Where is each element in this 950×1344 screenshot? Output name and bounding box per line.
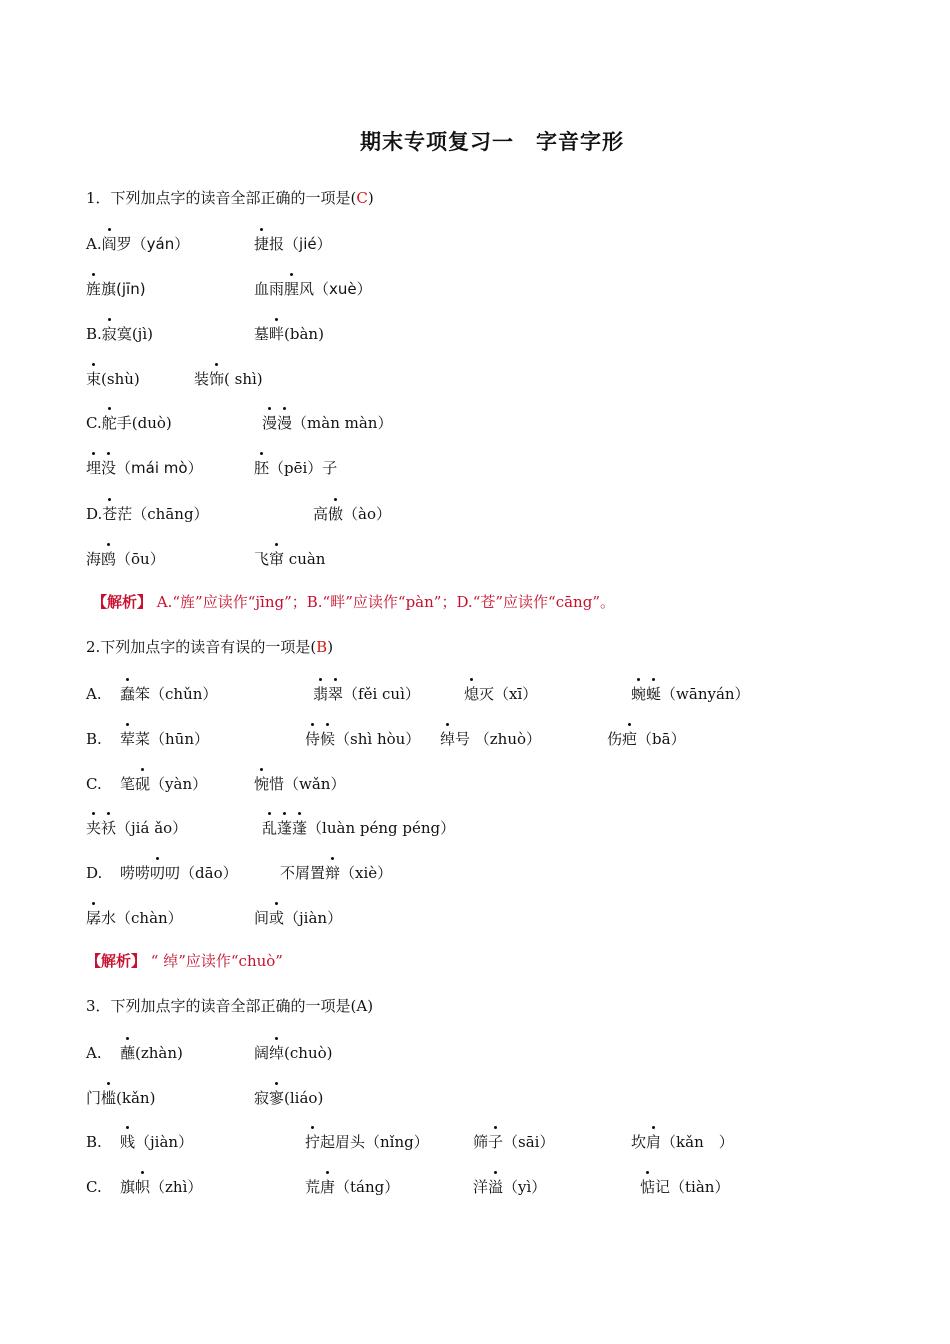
text-segment: 水（chàn）: [101, 909, 183, 927]
dotted-character: 饰: [209, 367, 224, 391]
dotted-character: 寂: [102, 322, 117, 346]
text-segment: 间: [254, 909, 270, 927]
text-segment: （fěi cuì）: [343, 685, 420, 703]
text-cell: [254, 547, 325, 571]
dotted-character: 腥: [284, 277, 299, 301]
text-segment: (zhàn): [135, 1044, 183, 1062]
dotted-character: 疤: [622, 727, 637, 751]
text-cell: [631, 682, 750, 706]
text-segment: （shì hòu）: [335, 730, 421, 748]
text-segment: 装: [194, 370, 210, 388]
text-segment: 1．下列加点字的读音全部正确的一项是(: [86, 189, 357, 207]
text-segment: 起眉头（nǐng）: [320, 1133, 429, 1151]
text-segment: (kǎn): [116, 1089, 156, 1107]
text-cell: [92, 590, 615, 614]
dotted-character: 荤: [120, 727, 135, 751]
text-cell: [120, 727, 209, 751]
dotted-character: 侍: [305, 727, 320, 751]
q2-option-a: [0, 682, 950, 706]
text-segment: 寂: [254, 1089, 270, 1107]
text-segment: 记（tiàn）: [655, 1178, 730, 1196]
text-segment: A.: [86, 235, 102, 253]
dotted-character: 候: [320, 727, 335, 751]
text-cell: [86, 456, 203, 480]
dotted-character: 旌: [86, 277, 101, 301]
page-title: 期末专项复习一 字音字形: [360, 130, 624, 154]
text-segment: （: [116, 459, 132, 477]
dotted-character: 阎: [102, 232, 117, 256]
text-segment: （luàn péng péng）: [307, 819, 456, 837]
text-cell: [464, 682, 537, 706]
text-segment: 伤: [607, 730, 623, 748]
text-segment: “ 绰”应读作“chuò”: [146, 952, 283, 970]
text-cell: [262, 411, 392, 435]
text-segment: cuàn: [284, 550, 326, 568]
text-cell: [254, 232, 332, 256]
text-cell: [607, 727, 686, 751]
q1-option-d-line-1: [0, 502, 950, 526]
text-segment: B.: [86, 1133, 102, 1151]
dotted-character: 孱: [86, 906, 101, 930]
dotted-character: 辩: [325, 861, 340, 885]
dotted-character: 惋: [254, 772, 269, 796]
dotted-character: 埋: [86, 456, 101, 480]
text-segment: ): [327, 638, 334, 656]
dotted-character: 帜: [135, 1175, 150, 1199]
text-segment: 【解析】: [86, 952, 147, 970]
text-segment: B.: [86, 325, 102, 343]
text-segment: A.: [86, 685, 102, 703]
question-2-stem: [0, 635, 950, 659]
text-cell: [254, 1041, 333, 1065]
text-cell: [254, 906, 342, 930]
dotted-character: 熄: [464, 682, 479, 706]
text-segment: （ōu）: [116, 550, 165, 568]
text-cell: [86, 635, 333, 659]
text-segment: (jīn): [116, 280, 146, 298]
text-segment: 门: [86, 1089, 102, 1107]
dotted-character: 苍: [102, 502, 117, 526]
text-cell: [86, 411, 172, 435]
text-cell: [473, 1130, 554, 1154]
text-segment: 报（: [269, 235, 300, 253]
text-cell: [86, 232, 189, 256]
text-segment: ): [367, 189, 374, 207]
text-segment: 3．下列加点字的读音全部正确的一项是(A): [86, 997, 374, 1015]
answer: B: [316, 638, 328, 656]
text-segment: 海: [86, 550, 102, 568]
dotted-character: 漫: [277, 411, 292, 435]
text-segment: yán）: [146, 235, 190, 253]
text-segment: (bàn): [284, 325, 324, 343]
text-segment: xuè）: [329, 280, 372, 298]
dotted-character: 束: [86, 367, 101, 391]
text-segment: jié）: [299, 235, 332, 253]
q2-option-b: [0, 727, 950, 751]
q1-option-a-line-1: [0, 232, 950, 256]
text-segment: （bā）: [637, 730, 686, 748]
dotted-character: 夹: [86, 816, 101, 840]
dotted-character: 蘸: [120, 1041, 135, 1065]
q2-analysis: [0, 949, 950, 973]
q1-option-b-line-1: [0, 322, 950, 346]
text-segment: 笔: [120, 775, 136, 793]
q1-option-c-line-1: [0, 411, 950, 435]
answer: C: [356, 189, 368, 207]
q3-option-a-line-2: [0, 1086, 950, 1110]
text-cell: [86, 949, 283, 973]
text-segment: A.: [86, 1044, 102, 1062]
text-segment: 风（: [299, 280, 330, 298]
text-cell: [305, 1175, 399, 1199]
text-cell: [86, 502, 209, 526]
dotted-character: 子: [488, 1130, 503, 1154]
text-cell: [440, 727, 541, 751]
dotted-character: 窜: [269, 547, 284, 571]
text-cell: [280, 861, 392, 885]
text-cell: [254, 456, 337, 480]
dotted-character: 肩: [646, 1130, 661, 1154]
question-3-stem: [0, 994, 950, 1018]
text-segment: （pēi）子: [269, 459, 338, 477]
text-cell: [120, 1175, 202, 1199]
text-cell: [473, 1175, 546, 1199]
dotted-character: 槛: [101, 1086, 116, 1110]
text-segment: 灭（xī）: [479, 685, 538, 703]
text-segment: 笨（chǔn）: [135, 685, 218, 703]
text-segment: 菜（hūn）: [135, 730, 209, 748]
text-segment: mái mò）: [131, 459, 203, 477]
text-cell: [120, 682, 217, 706]
q1-option-c-line-2: [0, 456, 950, 480]
text-segment: 茫（chāng）: [117, 505, 209, 523]
text-cell: [631, 1130, 734, 1154]
text-cell: [262, 816, 455, 840]
text-segment: D.: [86, 505, 103, 523]
text-segment: （kǎn ）: [661, 1133, 734, 1151]
text-cell: [86, 322, 153, 346]
text-cell: [305, 727, 420, 751]
q3-option-b: [0, 1130, 950, 1154]
q3-option-a-line-1: [0, 1041, 950, 1065]
q2-option-c-line-1: [0, 772, 950, 796]
text-segment: 旗: [101, 280, 117, 298]
dotted-character: 蓬: [292, 816, 307, 840]
text-segment: 血雨: [254, 280, 285, 298]
question-1-stem: [0, 186, 950, 210]
dotted-character: 漫: [262, 411, 277, 435]
text-segment: 坎: [631, 1133, 647, 1151]
text-cell: [254, 277, 372, 301]
text-segment: （zhì）: [150, 1178, 203, 1196]
text-segment: （yì）: [503, 1178, 547, 1196]
text-segment: 【解析】: [92, 593, 153, 611]
text-segment: 飞: [254, 550, 270, 568]
text-cell: [194, 367, 263, 391]
text-segment: C.: [86, 775, 102, 793]
dotted-character: 绰: [440, 727, 455, 751]
text-segment: 洋: [473, 1178, 489, 1196]
dotted-character: 鸥: [101, 547, 116, 571]
q2-option-c-line-2: [0, 816, 950, 840]
text-segment: 筛: [473, 1133, 489, 1151]
dotted-character: 没: [101, 456, 116, 480]
text-segment: (liáo): [284, 1089, 324, 1107]
text-cell: [120, 772, 207, 796]
text-cell: [120, 1130, 193, 1154]
q1-option-b-line-2: [0, 367, 950, 391]
text-segment: 号 （zhuò）: [455, 730, 542, 748]
text-segment: 手(duò): [116, 414, 172, 432]
text-segment: 荒: [305, 1178, 321, 1196]
text-segment: 寞(jì): [116, 325, 153, 343]
dotted-character: 捷: [254, 232, 269, 256]
dotted-character: 砚: [135, 772, 150, 796]
text-segment: （táng）: [335, 1178, 400, 1196]
text-segment: 叨（dāo）: [165, 864, 238, 882]
dotted-character: 袄: [101, 816, 116, 840]
text-segment: 唠唠: [120, 864, 151, 882]
dotted-character: 贱: [120, 1130, 135, 1154]
dotted-character: 寥: [269, 1086, 284, 1110]
text-segment: A.“旌”应读作“jīng”；B.“畔”应读作“pàn”；D.“苍”应读作“cāng”。: [152, 593, 615, 611]
dotted-character: 舵: [102, 411, 117, 435]
text-segment: 罗（: [116, 235, 147, 253]
q1-analysis: [0, 590, 950, 614]
dotted-character: 胚: [254, 456, 269, 480]
dotted-character: 翠: [328, 682, 343, 706]
text-segment: 墓: [254, 325, 270, 343]
text-segment: 惜（wǎn）: [269, 775, 346, 793]
text-cell: [86, 186, 374, 210]
dotted-character: 唐: [320, 1175, 335, 1199]
text-segment: 不屑置: [280, 864, 326, 882]
text-segment: ( shì): [224, 370, 263, 388]
text-cell: [313, 502, 391, 526]
text-segment: （wānyán）: [661, 685, 750, 703]
text-segment: （màn màn）: [292, 414, 393, 432]
dotted-character: 叨: [150, 861, 165, 885]
text-segment: （jiá ǎo）: [116, 819, 188, 837]
text-cell: [86, 1086, 155, 1110]
text-cell: [254, 772, 345, 796]
q1-option-a-line-2: [0, 277, 950, 301]
dotted-character: 溢: [488, 1175, 503, 1199]
text-cell: [86, 816, 187, 840]
dotted-character: 绰: [269, 1041, 284, 1065]
text-segment: （ào）: [343, 505, 392, 523]
dotted-character: 或: [269, 906, 284, 930]
text-segment: D.: [86, 864, 103, 882]
text-segment: B.: [86, 730, 102, 748]
text-cell: [640, 1175, 729, 1199]
text-segment: C.: [86, 414, 102, 432]
text-segment: (shù): [101, 370, 140, 388]
text-segment: （xiè）: [340, 864, 393, 882]
q3-option-c: [0, 1175, 950, 1199]
text-cell: [86, 367, 140, 391]
text-segment: （sāi）: [503, 1133, 555, 1151]
text-segment: (chuò): [284, 1044, 333, 1062]
text-segment: （yàn）: [150, 775, 208, 793]
text-segment: 阔: [254, 1044, 270, 1062]
text-segment: （jiàn）: [135, 1133, 194, 1151]
text-cell: [313, 682, 420, 706]
text-segment: （jiàn）: [284, 909, 343, 927]
text-cell: [86, 906, 183, 930]
text-cell: [86, 547, 165, 571]
dotted-character: 蓬: [277, 816, 292, 840]
text-segment: 旗: [120, 1178, 136, 1196]
dotted-character: 翡: [313, 682, 328, 706]
dotted-character: 傲: [328, 502, 343, 526]
dotted-character: 蜒: [646, 682, 661, 706]
dotted-character: 拧: [305, 1130, 320, 1154]
text-segment: 2.下列加点字的读音有误的一项是(: [86, 638, 317, 656]
text-cell: [254, 1086, 323, 1110]
text-cell: [120, 861, 238, 885]
dotted-character: 蠢: [120, 682, 135, 706]
dotted-character: 蜿: [631, 682, 646, 706]
text-segment: C.: [86, 1178, 102, 1196]
q2-option-d-line-1: [0, 861, 950, 885]
text-segment: 高: [313, 505, 329, 523]
text-cell: [86, 277, 146, 301]
text-cell: [254, 322, 324, 346]
text-cell: [120, 1041, 183, 1065]
text-cell: [305, 1130, 429, 1154]
dotted-character: 畔: [269, 322, 284, 346]
dotted-character: 惦: [640, 1175, 655, 1199]
dotted-character: 乱: [262, 816, 277, 840]
q1-option-d-line-2: [0, 547, 950, 571]
q2-option-d-line-2: [0, 906, 950, 930]
